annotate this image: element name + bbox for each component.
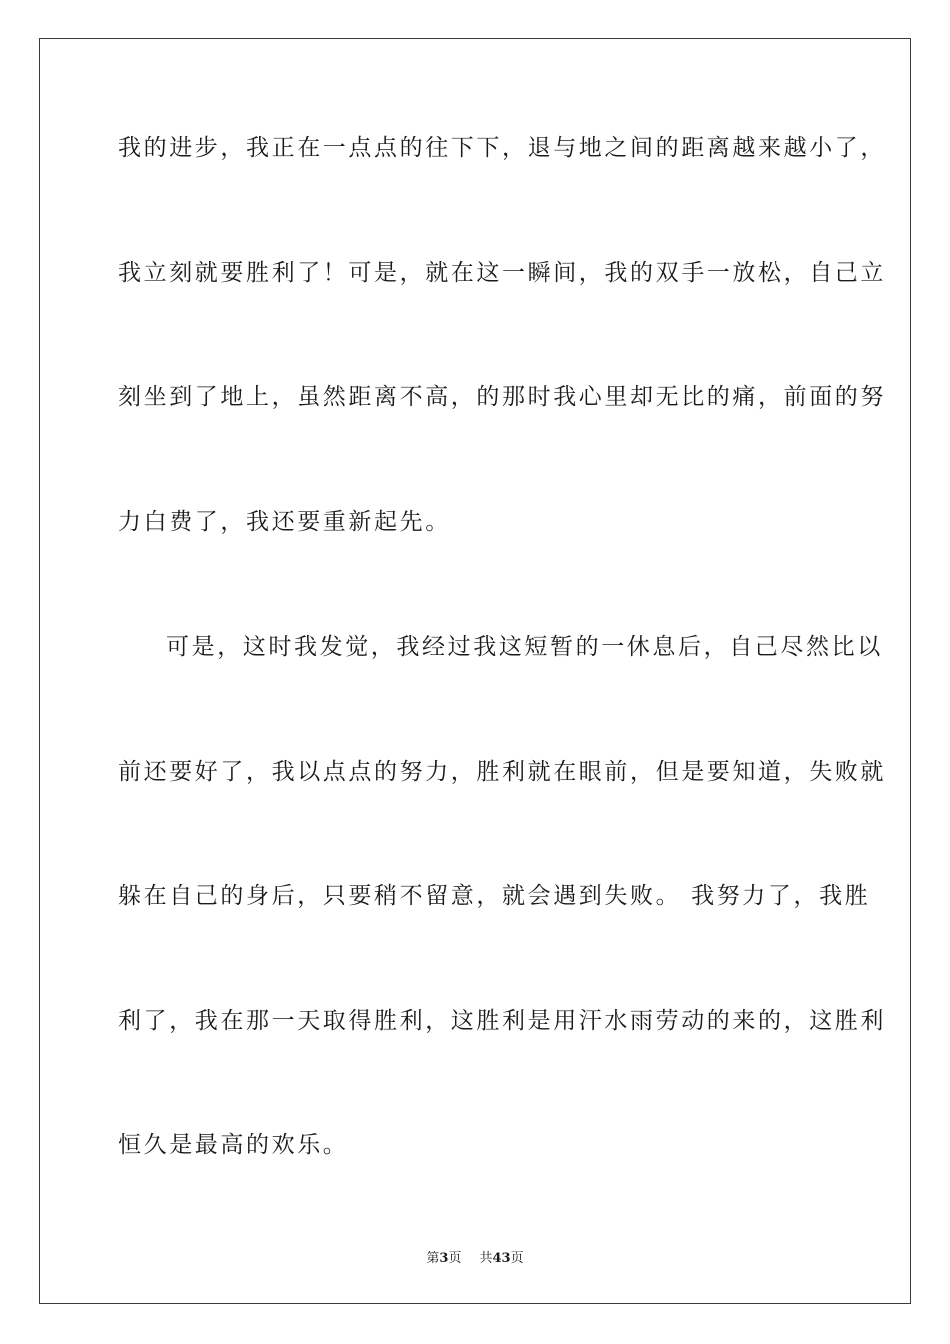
page-number: 3 (439, 1251, 449, 1266)
paragraph-line: 我的进步，我正在一点点的往下下，退与地之间的距离越来越小了， (118, 135, 886, 161)
page-suffix: 页 (448, 1251, 462, 1266)
paragraph-line: 力白费了，我还要重新起先。 (118, 509, 451, 535)
total-prefix: 共 (479, 1251, 493, 1266)
paragraph-line: 可是，这时我发觉，我经过我这短暂的一休息后，自己尽然比以 (166, 634, 883, 660)
page-border (39, 38, 911, 1304)
paragraph-line: 恒久是最高的欢乐。 (118, 1132, 349, 1158)
paragraph-line: 前还要好了，我以点点的努力，胜利就在眼前，但是要知道，失败就 (118, 759, 886, 785)
paragraph-line: 刻坐到了地上，虽然距离不高，的那时我心里却无比的痛，前面的努 (118, 384, 886, 410)
paragraph-line: 躲在自己的身后，只要稍不留意，就会遇到失败。 我努力了，我胜 (118, 883, 871, 909)
page-prefix: 第 (426, 1251, 440, 1266)
total-pages: 43 (492, 1251, 511, 1266)
total-suffix: 页 (510, 1251, 524, 1266)
paragraph-line: 利了，我在那一天取得胜利，这胜利是用汗水雨劳动的来的，这胜利 (118, 1008, 886, 1034)
paragraph-line: 我立刻就要胜利了！可是，就在这一瞬间，我的双手一放松，自己立 (118, 260, 886, 286)
page-footer (0, 1247, 950, 1266)
